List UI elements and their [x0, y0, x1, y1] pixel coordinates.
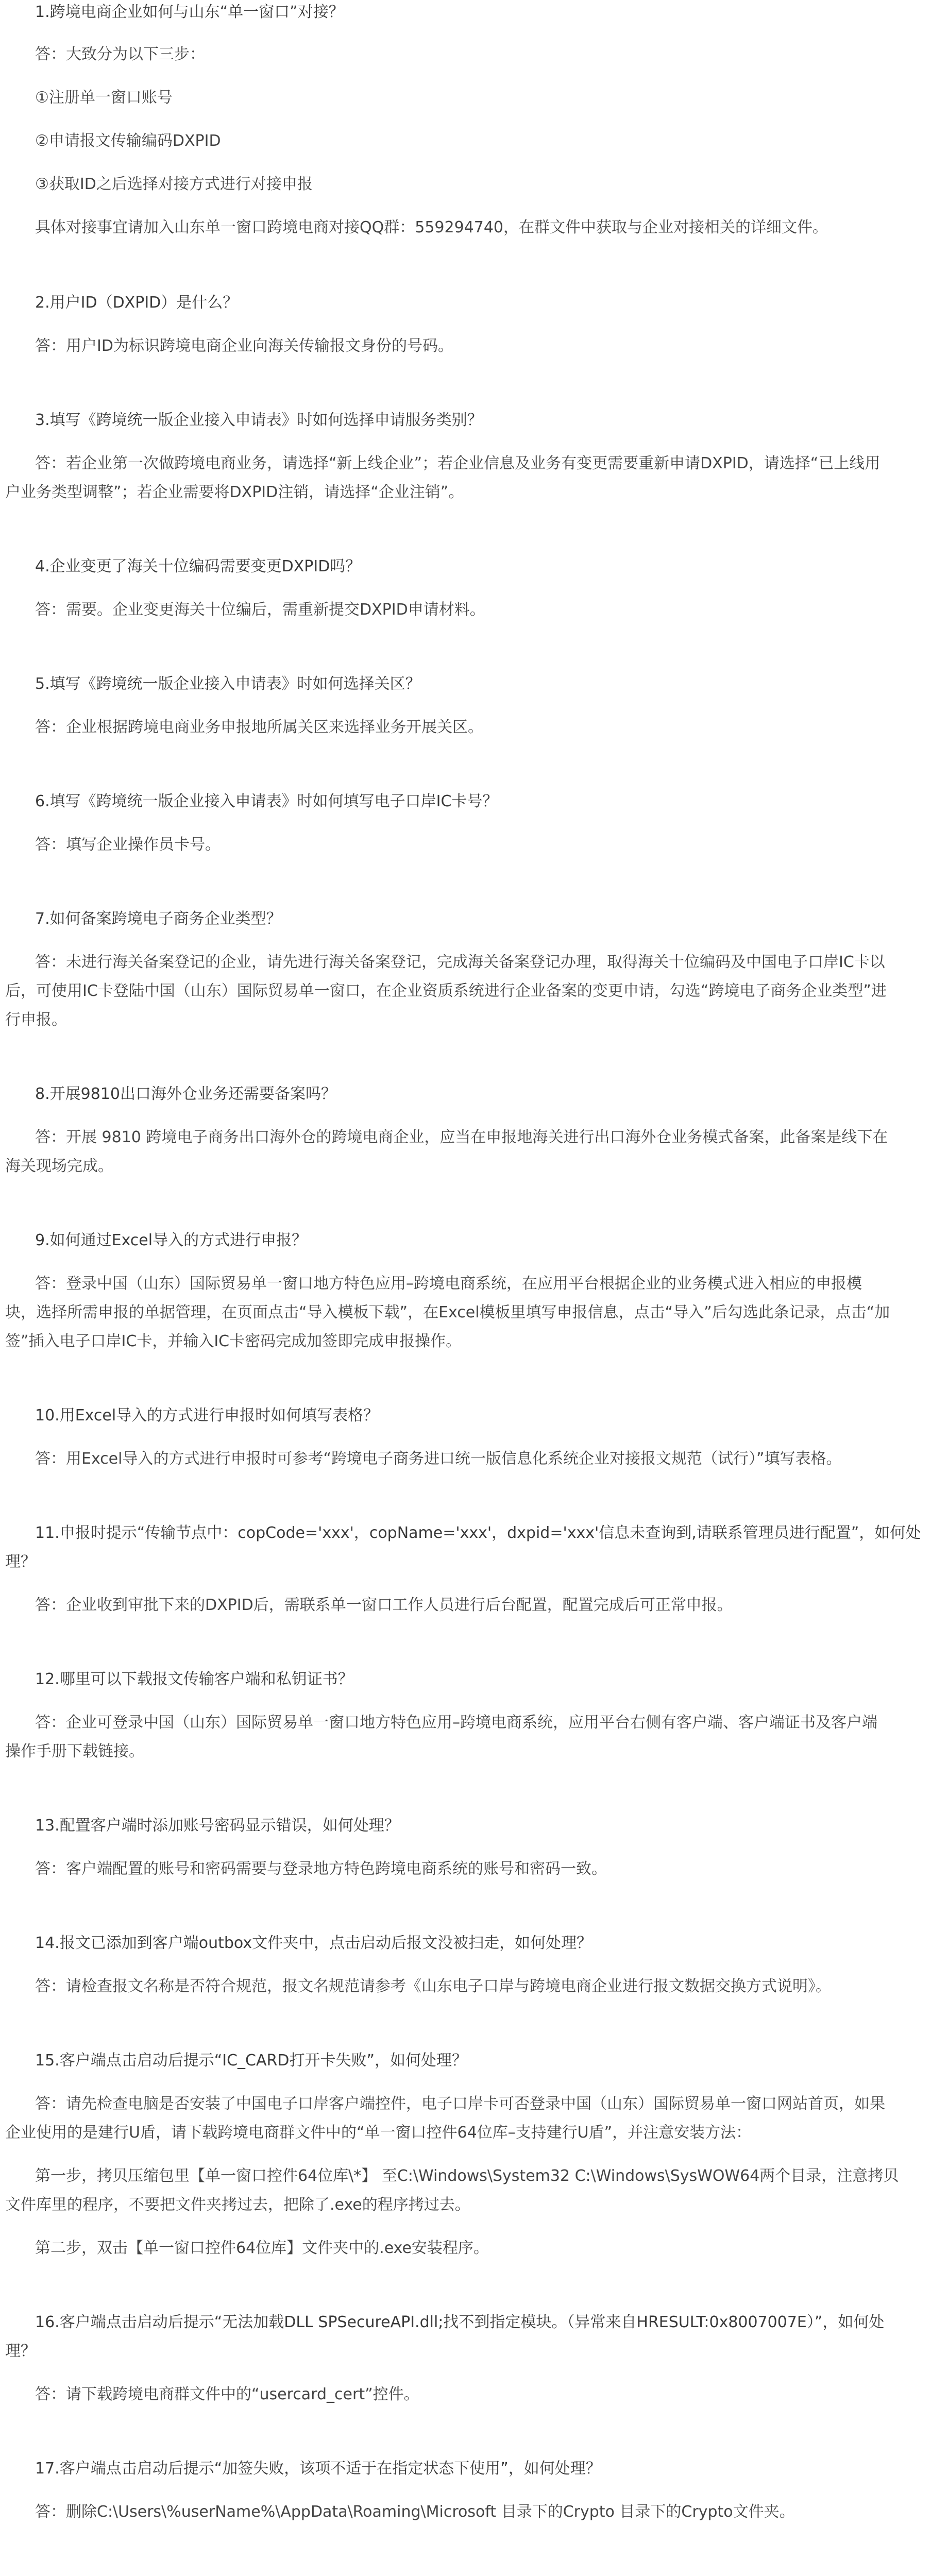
- faq-answer: 户业务类型调整”；若企业需要将DXPID注销，请选择“企业注销”。: [5, 483, 464, 501]
- faq-answer: 后，可使用IC卡登陆中国（山东）国际贸易单一窗口，在企业资质系统进行企业备案的变更申请，勾选“跨境电子商务企业类型”进: [5, 982, 887, 1000]
- faq-answer: 答：未进行海关备案登记的企业，请先进行海关备案登记，完成海关备案登记办理，取得海关十位编码及中国电子口岸IC卡以: [35, 953, 885, 971]
- faq-answer: 答：登录中国（山东）国际贸易单一窗口地方特色应用–跨境电商系统，在应用平台根据企业的业务模式进入相应的申报模: [35, 1275, 862, 1293]
- faq-question: 5.填写《跨境统一版企业接入申请表》时如何选择关区？: [35, 675, 421, 693]
- faq-answer: 答：若企业第一次做跨境电商业务，请选择“新上线企业”；若企业信息及业务有变更需要重新申请DXPID，请选择“已上线用: [35, 454, 881, 472]
- faq-answer: 海关现场完成。: [5, 1157, 113, 1175]
- faq-question: 16.客户端点击启动后提示“无法加载DLL SPSecureAPI.dll;找不到指定模块。（异常来自HRESULT:0x8007007E）”，如何处: [35, 2313, 885, 2331]
- faq-answer: 答：用户ID为标识跨境电商企业向海关传输报文身份的号码。: [35, 337, 453, 355]
- faq-question: 17.客户端点击启动后提示“加签失败，该项不适于在指定状态下使用”，如何处理？: [35, 2460, 601, 2478]
- faq-answer: 答：请下载跨境电商群文件中的“usercard_cert”控件。: [35, 2385, 419, 2403]
- faq-answer: 答：用Excel导入的方式进行申报时可参考“跨境电子商务进口统一版信息化系统企业对接报文规范（试行）”填写表格。: [35, 1450, 842, 1468]
- faq-answer: ①注册单一窗口账号: [35, 89, 173, 107]
- faq-answer: 答：填写企业操作员卡号。: [35, 836, 221, 854]
- faq-question: 理？: [5, 1553, 36, 1571]
- faq-answer: 第二步，双击【单一窗口控件64位库】文件夹中的.exe安装程序。: [35, 2239, 489, 2257]
- faq-answer: 具体对接事宜请加入山东单一窗口跨境电商对接QQ群：559294740，在群文件中获取与企业对接相关的详细文件。: [35, 218, 828, 236]
- faq-question: 3.填写《跨境统一版企业接入申请表》时如何选择申请服务类别？: [35, 411, 483, 429]
- faq-question: [0, 2574, 948, 2576]
- faq-answer: 答：企业可登录中国（山东）国际贸易单一窗口地方特色应用–跨境电商系统，应用平台右侧有客户端、客户端证书及客户端: [35, 1714, 877, 1732]
- faq-answer: 企业使用的是建行U盾，请下载跨境电商群文件中的“单一窗口控件64位库–支持建行U盾”，并注意安装方法：: [5, 2124, 752, 2142]
- faq-answer: 文件库里的程序，不要把文件夹拷过去，把除了.exe的程序拷过去。: [5, 2196, 470, 2214]
- faq-question: 理？: [5, 2342, 36, 2360]
- faq-answer: ②申请报文传输编码DXPID: [35, 132, 221, 150]
- faq-answer: 签”插入电子口岸IC卡，并输入IC卡密码完成加签即完成申报操作。: [5, 1332, 462, 1350]
- faq-question: 2.用户ID（DXPID）是什么？: [35, 294, 239, 312]
- faq-question: 13.配置客户端时添加账号密码显示错误，如何处理？: [35, 1817, 400, 1835]
- faq-question: 7.如何备案跨境电子商务企业类型？: [35, 910, 282, 928]
- faq-answer: 答：删除C:\Users\%userName%\AppData\Roaming\Microsoft 目录下的Crypto 目录下的Crypto文件夹。: [35, 2503, 795, 2521]
- faq-question: 1.跨境电商企业如何与山东“单一窗口”对接？: [35, 3, 344, 21]
- faq-question: 9.如何通过Excel导入的方式进行申报？: [35, 1231, 308, 1249]
- faq-answer: 答：企业收到审批下来的DXPID后，需联系单一窗口工作人员进行后台配置，配置完成后可正常申报。: [35, 1596, 733, 1614]
- faq-question: 14.报文已添加到客户端outbox文件夹中，点击启动后报文没被扫走，如何处理？: [35, 1934, 592, 1952]
- faq-question: 8.开展9810出口海外仓业务还需要备案吗？: [35, 1085, 336, 1103]
- faq-answer: 答：需要。企业变更海关十位编后，需重新提交DXPID申请材料。: [35, 601, 485, 619]
- faq-question: 6.填写《跨境统一版企业接入申请表》时如何填写电子口岸IC卡号？: [35, 792, 498, 810]
- faq-question: 12.哪里可以下载报文传输客户端和私钥证书？: [35, 1670, 353, 1688]
- faq-answer: 第一步，拷贝压缩包里【单一窗口控件64位库\*】 至C:\Windows\System32 C:\Windows\SysWOW64两个目录，注意拷贝: [35, 2167, 899, 2185]
- faq-question: 10.用Excel导入的方式进行申报时如何填写表格？: [35, 1406, 379, 1425]
- faq-answer: 答：大致分为以下三步：: [35, 45, 205, 63]
- faq-answer: 操作手册下载链接。: [5, 1742, 144, 1760]
- faq-answer: 答：请先检查电脑是否安装了中国电子口岸客户端控件，电子口岸卡可否登录中国（山东）国际贸易单一窗口网站首页，如果: [35, 2095, 885, 2113]
- faq-answer: 答：开展 9810 跨境电子商务出口海外仓的跨境电商企业，应当在申报地海关进行出口海外仓业务模式备案，此备案是线下在: [35, 1128, 888, 1146]
- faq-question: 4.企业变更了海关十位编码需要变更DXPID吗？: [35, 557, 361, 575]
- faq-answer: 块，选择所需申报的单据管理，在页面点击“导入模板下载”，在Excel模板里填写申报信息，点击“导入”后勾选此条记录，点击“加: [5, 1303, 890, 1321]
- faq-question: 15.客户端点击启动后提示“IC_CARD打开卡失败”，如何处理？: [35, 2052, 468, 2070]
- faq-answer: 答：企业根据跨境电商业务申报地所属关区来选择业务开展关区。: [35, 718, 483, 736]
- faq-answer: 答：请检查报文名称是否符合规范，报文名规范请参考《山东电子口岸与跨境电商企业进行报文数据交换方式说明》。: [35, 1977, 831, 1995]
- faq-answer: 答：客户端配置的账号和密码需要与登录地方特色跨境电商系统的账号和密码一致。: [35, 1860, 607, 1878]
- faq-question: 11.申报时提示“传输节点中：copCode='xxx'，copName='xxx'，dxpid='xxx'信息未查询到,请联系管理员进行配置”，如何处: [35, 1524, 921, 1542]
- faq-answer: 行申报。: [5, 1011, 67, 1029]
- faq-answer: ③获取ID之后选择对接方式进行对接申报: [35, 175, 313, 193]
